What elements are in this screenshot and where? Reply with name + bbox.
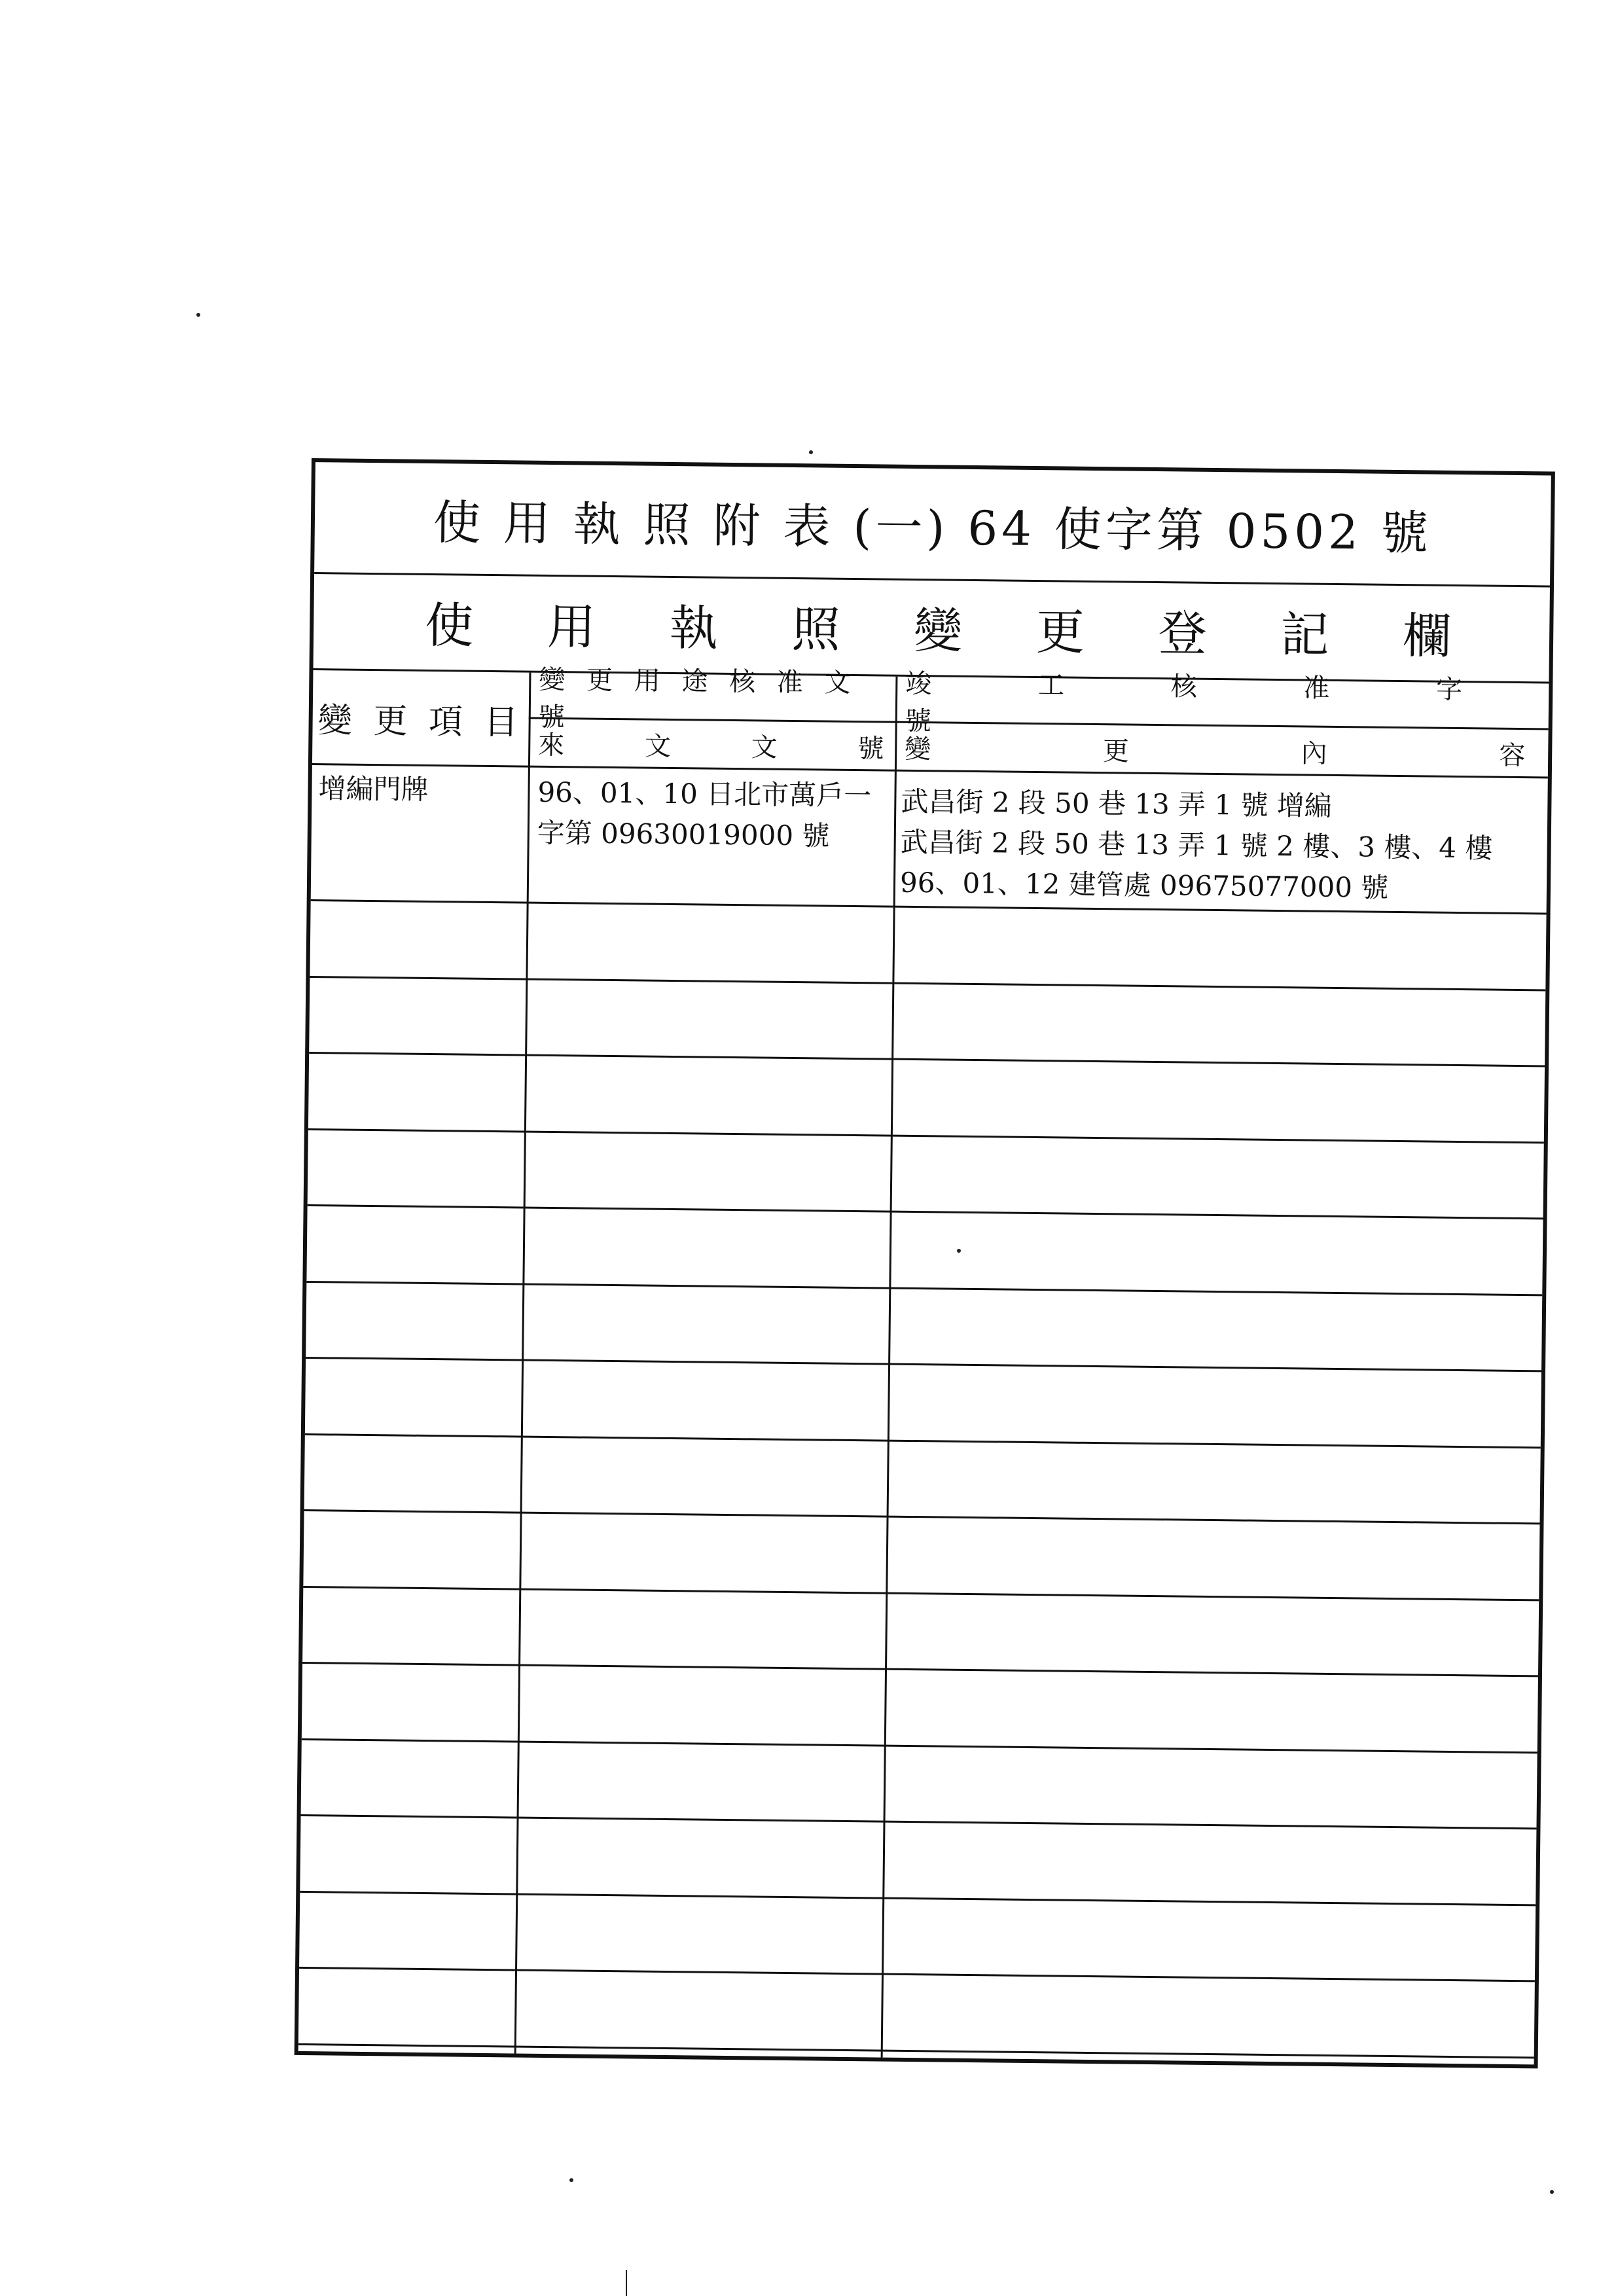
- row-change-content-line: 武昌街 2 段 50 巷 13 弄 1 號 增編: [901, 785, 1333, 822]
- scan-speck: [569, 2178, 573, 2182]
- row-separator: [302, 1662, 1538, 1677]
- scan-speck: [957, 1249, 961, 1253]
- row-change-content-line: 武昌街 2 段 50 巷 13 弄 1 號 2 樓、3 樓、4 樓: [900, 825, 1493, 865]
- row-separator: [300, 1890, 1536, 1905]
- row-separator: [303, 1585, 1539, 1600]
- row-separator: [309, 1052, 1545, 1067]
- scan-speck: [196, 313, 200, 317]
- item-column-header: 變 更 項 目: [317, 700, 524, 743]
- completion-approval-header: 竣 工 核 准 字: [905, 668, 1463, 706]
- scan-speck: [1550, 2190, 1554, 2194]
- subtitle-char: 照: [791, 601, 840, 658]
- subtitle-char: 執: [669, 600, 719, 657]
- column-divider: [514, 673, 531, 2054]
- subtitle-char: 使: [424, 597, 474, 655]
- change-content-header: 變 更 內 容: [904, 734, 1526, 771]
- row-separator: [299, 1967, 1535, 1982]
- row-separator: [298, 2043, 1534, 2058]
- subtitle-char: 更: [1035, 603, 1085, 661]
- row-separator: [308, 1128, 1544, 1143]
- scan-speck: [809, 450, 813, 454]
- row-item-cell: 增編門牌: [318, 772, 429, 806]
- row-separator: [306, 1280, 1542, 1295]
- subtitle-char: 用: [547, 598, 596, 656]
- row-separator: [310, 976, 1545, 991]
- registration-grid: [298, 664, 1549, 2064]
- subtitle-char: 欄: [1402, 607, 1452, 665]
- usage-permit-form: [295, 458, 1555, 2068]
- row-separator: [306, 1357, 1541, 1372]
- column-divider: [881, 677, 898, 2058]
- row-separator: [304, 1509, 1540, 1524]
- row-change-content-line: 96、01、12 建管處 09675077000 號: [899, 866, 1389, 904]
- form-title: 使 用 執 照 附 表 (一) 64 使字第 0502 號: [314, 462, 1551, 587]
- subtitle-char: 記: [1280, 606, 1329, 664]
- subtitle-char: 登: [1158, 605, 1208, 662]
- incoming-doc-header: 來 文 文 號: [538, 730, 884, 764]
- subtitle-char: 變: [913, 602, 963, 660]
- row-separator: [308, 1204, 1543, 1219]
- row-separator: [301, 1814, 1537, 1829]
- row-separator: [305, 1433, 1541, 1448]
- scan-mark: [626, 2270, 627, 2296]
- row-doc-number-line: 96、01、10 日北市萬戶一: [537, 776, 872, 812]
- row-separator: [302, 1738, 1537, 1753]
- row-doc-number-line: 字第 09630019000 號: [537, 816, 830, 852]
- approval-doc-header: 變 更 用 途 核 准 文 號: [538, 664, 857, 733]
